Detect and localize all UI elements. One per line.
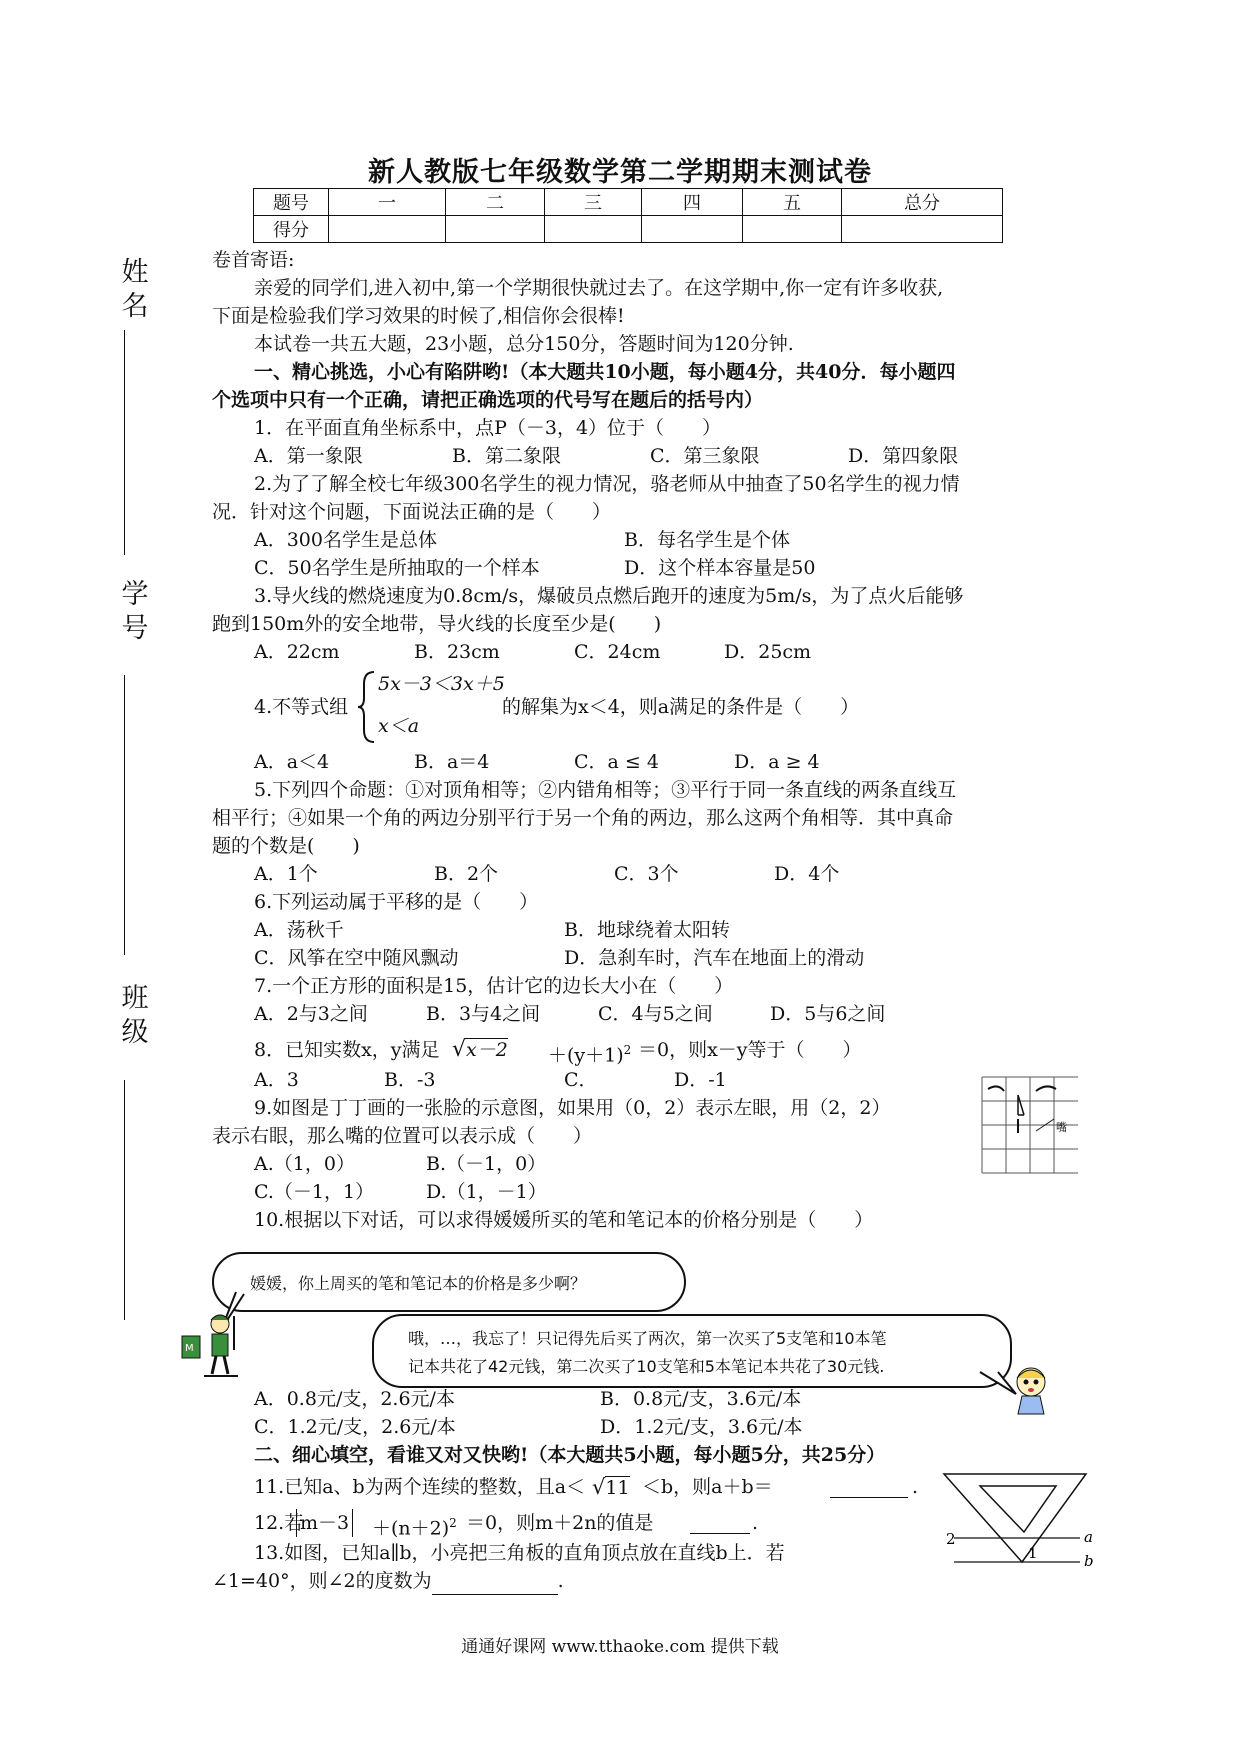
- q8-prefix: 8．已知实数x，y满足: [254, 1039, 440, 1061]
- score-input-cell[interactable]: [446, 216, 545, 243]
- option[interactable]: B．a＝4: [414, 751, 490, 773]
- q3-stem-cont: 跑到150m外的安全地带，导火线的长度至少是( ): [212, 613, 662, 635]
- sqrt-icon: √: [592, 1475, 606, 1499]
- q8-options: [212, 1066, 1072, 1094]
- brace-icon: [358, 670, 378, 744]
- q6-options: [212, 944, 1072, 972]
- q12-mid: [372, 1509, 457, 1542]
- speech-bubble-answer: [372, 1314, 1012, 1388]
- option[interactable]: C．1.2元/支，2.6元/本: [254, 1416, 456, 1438]
- bubble-text: 媛媛，你上周买的笔和笔记本的价格是多少啊？: [250, 1274, 587, 1293]
- line-b-label: b: [1084, 1552, 1094, 1566]
- option[interactable]: A．a＜4: [254, 751, 330, 773]
- triangle-parallel-lines-diagram: [940, 1470, 1100, 1566]
- option[interactable]: C．50名学生是所抽取的一个样本: [254, 557, 540, 579]
- option[interactable]: B．地球绕着太阳转: [564, 919, 730, 941]
- q11-radicand: 11: [605, 1477, 630, 1499]
- q6-options: [212, 916, 1072, 944]
- score-input-cell[interactable]: [545, 216, 642, 243]
- binding-line: [124, 675, 125, 955]
- q10-options: [212, 1385, 1072, 1413]
- q8-suffix: ＝0，则x－y等于（ ）: [638, 1039, 862, 1061]
- q6-stem: 6.下列运动属于平移的是（ ）: [254, 891, 539, 913]
- q8-radical: [452, 1036, 508, 1064]
- q3-stem: 3.导火线的燃烧速度为0.8cm/s，爆破员点燃后跑开的速度为5m/s，为了点火后能够: [254, 585, 964, 607]
- option[interactable]: A.（1，0）: [254, 1153, 355, 1175]
- table-cell: 二: [446, 189, 545, 216]
- speech-bubble-question: [212, 1252, 686, 1312]
- intro-line: 本试卷一共五大题，23小题，总分150分，答题时间为120分钟.: [254, 333, 794, 355]
- face-diagram: [978, 1075, 1078, 1175]
- option[interactable]: D．1.2元/支，3.6元/本: [600, 1416, 803, 1438]
- sqrt-icon: √: [452, 1037, 467, 1062]
- option[interactable]: B．第二象限: [452, 445, 561, 467]
- page-footer: 通通好课网 www.tthaoke.com 提供下载: [461, 1637, 779, 1657]
- bubble-text: 记本共花了42元钱，第二次买了10支笔和5本笔记本共花了30元钱.: [408, 1357, 885, 1376]
- q13-text: ∠1=40°，则∠2的度数为: [212, 1570, 432, 1592]
- score-input-cell[interactable]: [642, 216, 743, 243]
- side-label-name-1: 姓: [121, 257, 149, 288]
- table-cell: 总分: [842, 189, 1003, 216]
- q2-stem: 2.为了了解全校七年级300名学生的视力情况，骆老师从中抽查了50名学生的视力情: [254, 473, 960, 495]
- option[interactable]: D．5与6之间: [770, 1003, 886, 1025]
- intro-heading: 卷首寄语:: [212, 249, 295, 271]
- q12-term: ＋(n＋2): [372, 1517, 450, 1540]
- q7-options: [212, 1000, 1072, 1028]
- q11-radical: [592, 1473, 630, 1502]
- section2-heading: 二、细心填空，看谁又对又快哟!（本大题共5小题，每小题5分，共25分）: [254, 1444, 886, 1466]
- q12-suffix: ＝0，则m＋2n的值是: [466, 1512, 654, 1534]
- option[interactable]: D．25cm: [724, 641, 812, 663]
- q9-options: [212, 1178, 1072, 1206]
- option[interactable]: B．每名学生是个体: [624, 529, 790, 551]
- q13-stem: 13.如图，已知a∥b，小亮把三角板的直角顶点放在直线b上．若: [254, 1542, 785, 1564]
- q10-stem: 10.根据以下对话，可以求得媛媛所买的笔和笔记本的价格分别是（ ）: [254, 1209, 874, 1231]
- q12-prefix: 12.若: [254, 1512, 304, 1534]
- option[interactable]: A．0.8元/支，2.6元/本: [254, 1388, 455, 1410]
- angle-1-label: 1: [1028, 1544, 1038, 1562]
- score-table-score-row: [254, 216, 1003, 243]
- option[interactable]: D．这个样本容量是50: [624, 557, 816, 579]
- option[interactable]: A．22cm: [254, 641, 340, 663]
- table-cell: 三: [545, 189, 642, 216]
- q4-eq2: x＜a: [378, 715, 420, 737]
- q1-options: [212, 442, 1072, 470]
- q5-stem-cont: 题的个数是( ): [212, 835, 360, 857]
- q9-options: [212, 1150, 1072, 1178]
- option[interactable]: A．300名学生是总体: [254, 529, 437, 551]
- side-label-class-2: 级: [121, 1017, 149, 1048]
- score-table-header-row: [254, 189, 1003, 216]
- option[interactable]: C．3个: [614, 863, 679, 885]
- option[interactable]: B．0.8元/支，3.6元/本: [600, 1388, 802, 1410]
- q8-radicand: x－2: [466, 1039, 508, 1061]
- option[interactable]: B．23cm: [414, 641, 500, 663]
- q10-options: [212, 1413, 1072, 1441]
- q4-stem: [212, 666, 1072, 748]
- q12-abs: m－3: [296, 1509, 353, 1537]
- q11-answer-blank[interactable]: [830, 1473, 908, 1498]
- q2-options: [212, 554, 1072, 582]
- table-cell: 一: [329, 189, 446, 216]
- q2-stem-cont: 况．针对这个问题，下面说法正确的是（ ）: [212, 501, 612, 523]
- q4-eq1: 5x－3＜3x＋5: [378, 673, 505, 695]
- table-cell: 五: [743, 189, 842, 216]
- exam-body: [212, 246, 1072, 1234]
- q11-prefix: 11.已知a、b为两个连续的整数，且a＜: [254, 1476, 586, 1498]
- section1-heading-cont: 个选项中只有一个正确，请把正确选项的代号写在题后的括号内）: [212, 389, 764, 411]
- option[interactable]: D．急刹车时，汽车在地面上的滑动: [564, 947, 865, 969]
- q8-exponent: 2: [623, 1043, 632, 1057]
- option[interactable]: C．: [564, 1069, 598, 1091]
- side-label-id-2: 号: [121, 613, 149, 644]
- option[interactable]: B．2个: [434, 863, 499, 885]
- q4-suffix: 的解集为x＜4，则a满足的条件是（ ）: [502, 696, 860, 718]
- option[interactable]: B．3与4之间: [426, 1003, 541, 1025]
- q13-stem-cont: [212, 1567, 1072, 1595]
- q13-end: .: [557, 1570, 564, 1592]
- table-cell: 得分: [254, 216, 329, 243]
- q7-stem: 7.一个正方形的面积是15，估计它的边长大小在（ ）: [254, 975, 734, 997]
- q8-stem: [212, 1028, 1072, 1066]
- q5-stem: 5.下列四个命题：①对顶角相等；②内错角相等；③平行于同一条直线的两条直线互: [254, 779, 957, 801]
- angle-2-label: 2: [946, 1530, 956, 1548]
- option[interactable]: A．1个: [254, 863, 318, 885]
- side-label-id-1: 学: [121, 579, 149, 610]
- boy-character-icon: [178, 1310, 248, 1378]
- page-title: 新人教版七年级数学第二学期期末测试卷: [368, 157, 872, 188]
- q3-options: [212, 638, 1072, 666]
- option[interactable]: A．荡秋千: [254, 919, 344, 941]
- table-cell: 四: [642, 189, 743, 216]
- option[interactable]: A．第一象限: [254, 445, 363, 467]
- option[interactable]: B．-3: [384, 1069, 436, 1091]
- bubble-text: 哦，…，我忘了！只记得先后买了两次，第一次买了5支笔和10本笔: [408, 1329, 887, 1348]
- option[interactable]: C.（－1，1）: [254, 1181, 375, 1203]
- q4-prefix: 4.不等式组: [254, 696, 349, 718]
- table-cell: 题号: [254, 189, 329, 216]
- option[interactable]: D.（1，－1）: [426, 1181, 547, 1203]
- side-label-class-1: 班: [121, 983, 149, 1014]
- line-a-label: a: [1084, 1528, 1093, 1546]
- option[interactable]: D．-1: [674, 1069, 727, 1091]
- option[interactable]: C．风筝在空中随风飘动: [254, 947, 459, 969]
- binding-line: [124, 1080, 125, 1320]
- q1-stem: 1．在平面直角坐标系中，点P（－3，4）位于（ ）: [254, 417, 722, 439]
- q9-stem: 9.如图是丁丁画的一张脸的示意图，如果用（0，2）表示左眼，用（2，2）: [254, 1097, 891, 1119]
- q13-answer-blank[interactable]: [432, 1570, 558, 1595]
- q11-suffix: ＜b，则a＋b＝: [642, 1476, 773, 1498]
- mouth-label: 嘴: [1056, 1121, 1067, 1134]
- option[interactable]: D．a ≥ 4: [734, 751, 820, 773]
- q11-end: .: [912, 1476, 919, 1498]
- intro-line: 亲爱的同学们,进入初中,第一个学期很快就过去了。在这学期中,你一定有许多收获,: [254, 277, 944, 299]
- binding-line: [124, 330, 125, 555]
- score-input-cell[interactable]: [842, 216, 1003, 243]
- section1-heading: 一、精心挑选，小心有陷阱哟!（本大题共10小题，每小题4分，共40分．每小题四: [254, 361, 956, 383]
- q4-options: [212, 748, 1072, 776]
- q5-stem-cont: 相平行；④如果一个角的两边分别平行于另一个角的两边，那么这两个角相等．其中真命: [212, 807, 954, 829]
- option[interactable]: C．第三象限: [650, 445, 760, 467]
- q8-term: ＋(y＋1): [548, 1044, 624, 1067]
- option[interactable]: A．3: [254, 1069, 299, 1091]
- option[interactable]: C．a ≤ 4: [574, 751, 659, 773]
- side-label-name-2: 名: [121, 291, 149, 322]
- q5-options: [212, 860, 1072, 888]
- score-input-cell[interactable]: [329, 216, 446, 243]
- option[interactable]: A．2与3之间: [254, 1003, 368, 1025]
- q12-answer-blank[interactable]: [690, 1509, 750, 1534]
- svg-text:M: M: [185, 1343, 194, 1354]
- option[interactable]: C．4与5之间: [598, 1003, 713, 1025]
- score-input-cell[interactable]: [743, 216, 842, 243]
- q2-options: [212, 526, 1072, 554]
- q8-mid: [548, 1036, 631, 1069]
- option[interactable]: D．4个: [774, 863, 840, 885]
- score-table: [253, 188, 1003, 243]
- option[interactable]: D．第四象限: [848, 445, 959, 467]
- intro-line: 下面是检验我们学习效果的时候了,相信你会很棒!: [212, 305, 625, 327]
- q12-end: .: [752, 1512, 759, 1534]
- q12-exponent: 2: [449, 1516, 457, 1530]
- option[interactable]: B.（－1，0）: [426, 1153, 547, 1175]
- option[interactable]: C．24cm: [574, 641, 661, 663]
- q9-stem-cont: 表示右眼，那么嘴的位置可以表示成（ ）: [212, 1125, 593, 1147]
